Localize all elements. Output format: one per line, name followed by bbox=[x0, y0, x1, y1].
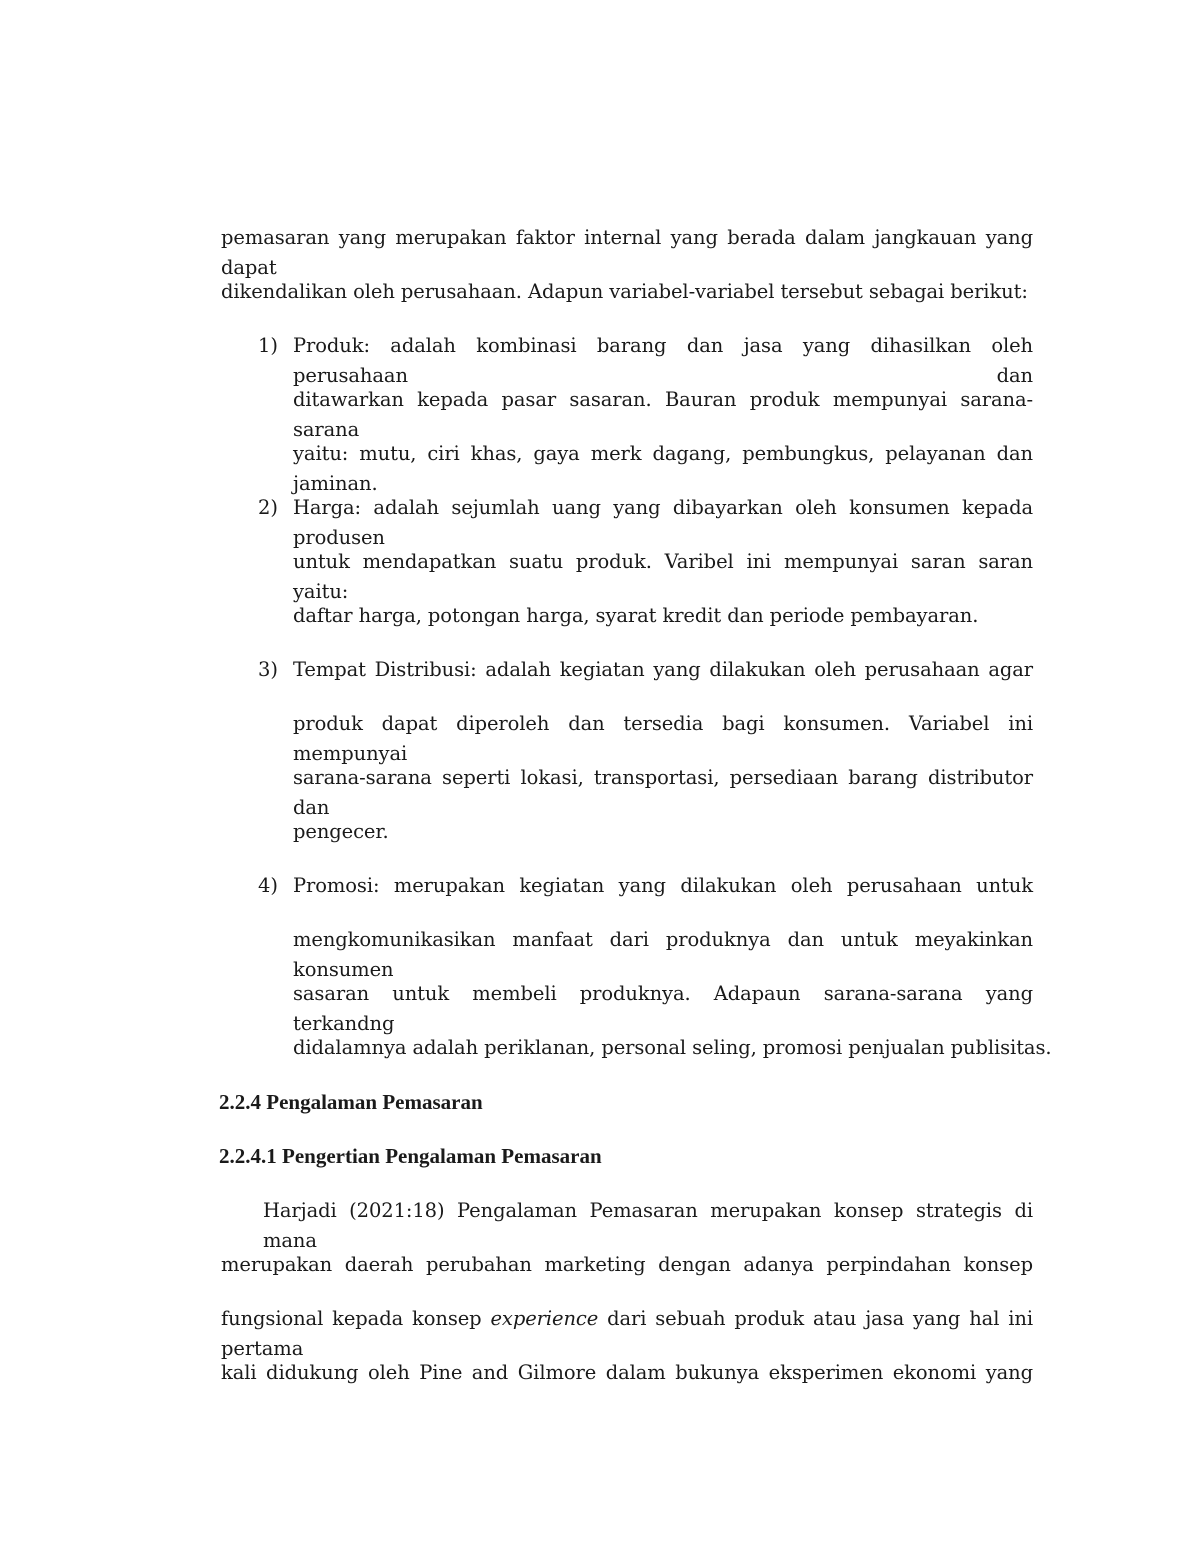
list-item-3-line-3: sarana-sarana seperti lokasi, transportasi, persediaan barang distributor dan bbox=[293, 766, 1033, 819]
list-item-4-line-2: mengkomunikasikan manfaat dari produknya dan untuk meyakinkan konsumen bbox=[293, 928, 1033, 981]
paragraph-line-3 bbox=[221, 1304, 1033, 1364]
section-heading: 2.2.4 Pengalaman Pemasaran bbox=[219, 1090, 483, 1114]
list-item-3-line-2: produk dapat diperoleh dan tersedia bagi konsumen. Variabel ini mempunyai bbox=[293, 712, 1033, 765]
list-item-2-line-3: daftar harga, potongan harga, syarat kredit dan periode pembayaran. bbox=[293, 604, 979, 627]
list-item-3-line-4: pengecer. bbox=[293, 820, 389, 843]
list-item-3-line-1: Tempat Distribusi: adalah kegiatan yang dilakukan oleh perusahaan agar bbox=[293, 658, 1033, 681]
intro-line-1: pemasaran yang merupakan faktor internal yang berada dalam jangkauan yang dapat bbox=[221, 226, 1033, 279]
list-number-4: 4) bbox=[258, 874, 279, 897]
list-item-4-line-4: didalamnya adalah periklanan, personal seling, promosi penjualan publisitas. bbox=[293, 1036, 1052, 1059]
list-number-1: 1) bbox=[258, 334, 279, 357]
italic-term-experience: experience bbox=[490, 1307, 599, 1330]
list-item-2-line-2: untuk mendapatkan suatu produk. Varibel ini mempunyai saran saran yaitu: bbox=[293, 550, 1033, 603]
paragraph-line-2: merupakan daerah perubahan marketing dengan adanya perpindahan konsep bbox=[221, 1253, 1033, 1276]
paragraph-line-3-after: dari sebuah produk atau jasa yang hal ini pertama bbox=[221, 1307, 1033, 1360]
intro-line-2: dikendalikan oleh perusahaan. Adapun variabel-variabel tersebut sebagai berikut: bbox=[221, 280, 1028, 303]
paragraph-line-1: Harjadi (2021:18) Pengalaman Pemasaran merupakan konsep strategis di mana bbox=[263, 1199, 1033, 1252]
list-item-1-line-1: Produk: adalah kombinasi barang dan jasa yang dihasilkan oleh perusahaan dan bbox=[293, 334, 1033, 387]
list-number-2: 2) bbox=[258, 496, 279, 519]
list-item-4-line-1: Promosi: merupakan kegiatan yang dilakukan oleh perusahaan untuk bbox=[293, 874, 1033, 897]
list-number-3: 3) bbox=[258, 658, 279, 681]
subsection-heading: 2.2.4.1 Pengertian Pengalaman Pemasaran bbox=[219, 1144, 602, 1168]
list-item-2-line-1: Harga: adalah sejumlah uang yang dibayarkan oleh konsumen kepada produsen bbox=[293, 496, 1033, 549]
list-item-4-line-3: sasaran untuk membeli produknya. Adapaun sarana-sarana yang terkandng bbox=[293, 982, 1033, 1035]
list-item-1-line-2: ditawarkan kepada pasar sasaran. Bauran produk mempunyai sarana-sarana bbox=[293, 388, 1033, 441]
paragraph-line-3-before: fungsional kepada konsep bbox=[221, 1307, 491, 1330]
paragraph-line-4: kali didukung oleh Pine and Gilmore dalam bukunya eksperimen ekonomi yang bbox=[221, 1361, 1033, 1384]
list-item-1-line-3: yaitu: mutu, ciri khas, gaya merk dagang, pembungkus, pelayanan dan jaminan. bbox=[293, 442, 1033, 495]
